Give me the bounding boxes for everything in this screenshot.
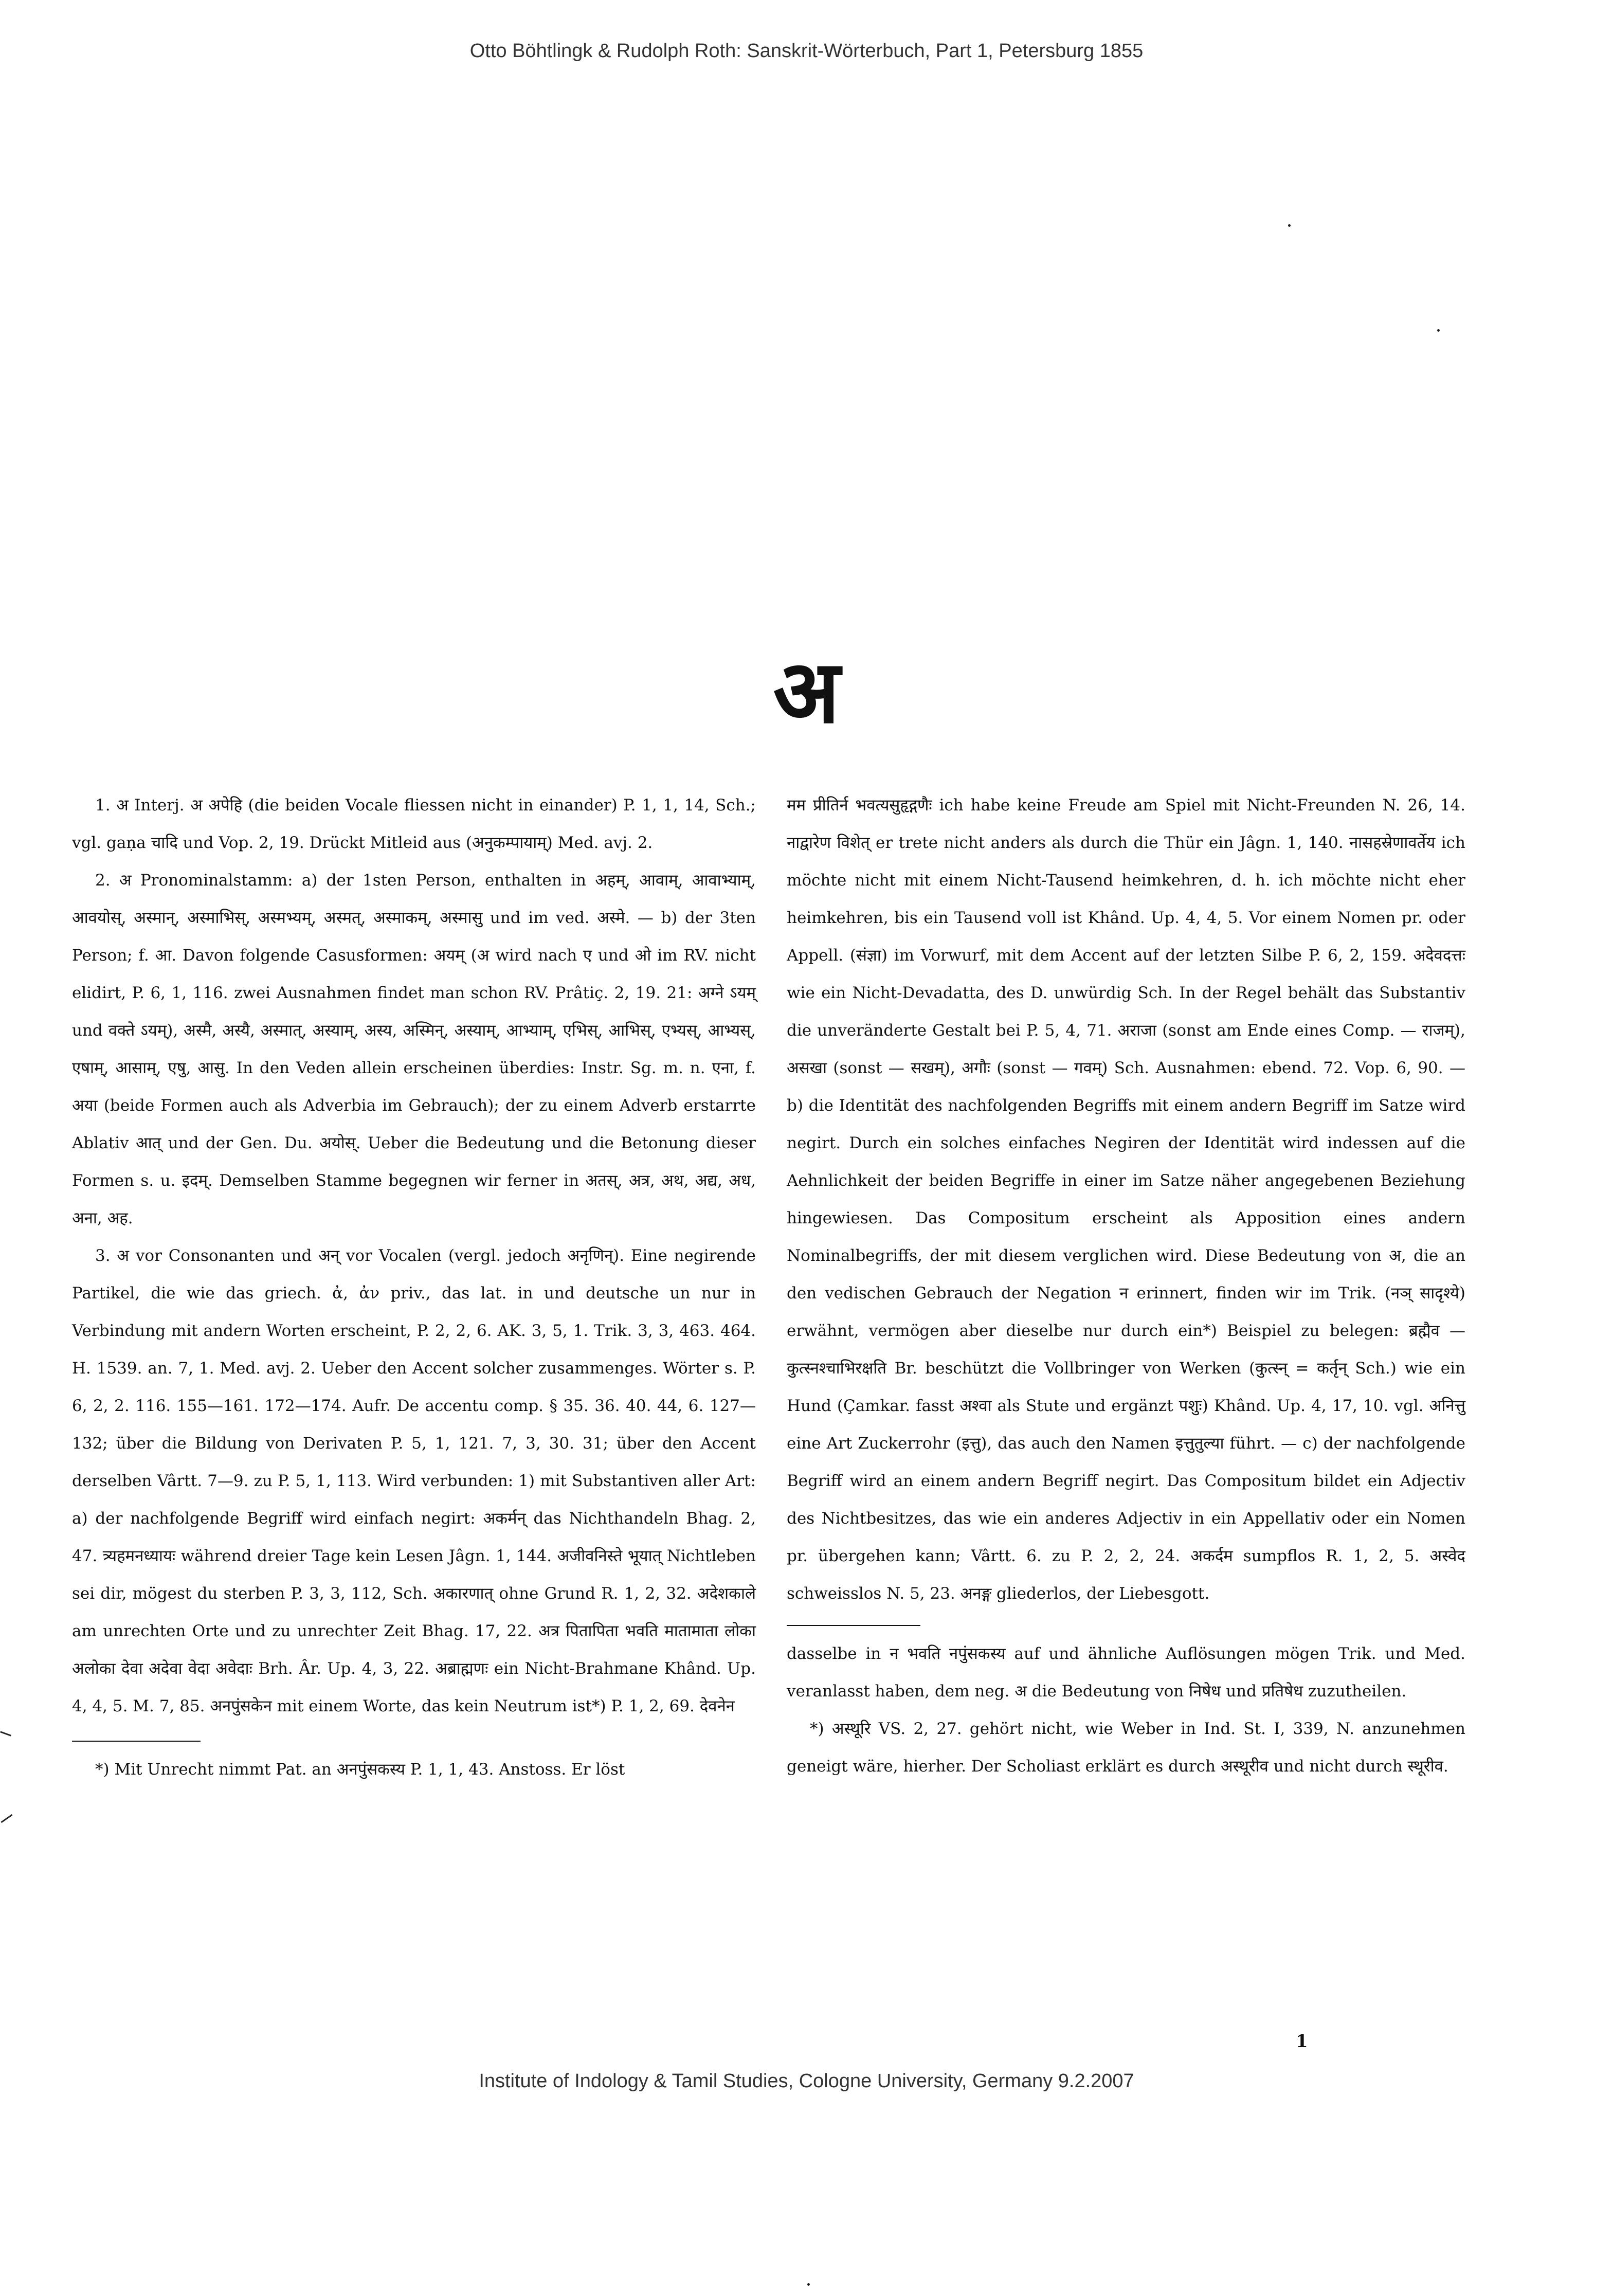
page-header: Otto Böhtlingk & Rudolph Roth: Sanskrit-Wörterbuch, Part 1, Petersburg 1855 [469,40,1144,62]
left-column [72,787,756,1788]
page-number: 1 [1296,2031,1308,2052]
entry-3: 3. अ vor Consonanten und अन् vor Vocalen (vergl. jedoch अनृणिन्). Eine negirende Partikel, die wie das griech. ἀ, ἀν priv., das lat. in und deutsche un nur in Verbindung mit andern Worten erscheint, P. 2, 2, 6. AK. 3, 5, 1. Trik. 3, 3, 463. 464. H. 1539. an. 7, 1. Med. avj. 2. Ueber den Accent solcher zusammenges. Wörter s. P. 6, 2, 2. 116. 155—161. 172—174. Aufr. De accentu comp. § 35. 36. 40. 44, 6. 127—132; über die Bildung von Derivaten P. 5, 1, 121. 7, 3, 30. 31; über den Accent derselben Vârtt. 7—9. zu P. 5, 1, 113. Wird verbunden: 1) mit Substantiven aller Art: a) der nachfolgende Begriff wird einfach negirt: अकर्मन् das Nichthandeln Bhag. 2, 47. त्र्यहमनध्यायः während dreier Tage kein Lesen Jâgn. 1, 144. अजीवनिस्ते भूयात् Nichtleben sei dir, mögest du sterben P. 3, 3, 112, Sch. अकारणात् ohne Grund R. 1, 2, 32. अदेशकाले am unrechten Orte und zu unrechter Zeit Bhag. 17, 22. अत्र पितापिता भवति मातामाता लोका अलोका देवा अदेवा वेदा अवेदाः Brh. Âr. Up. 4, 3, 22. अब्राह्मणः ein Nicht-Brahmane Khând. Up. 4, 4, 5. M. 7, 85. अनपुंसकेन mit einem Worte, das kein Neutrum ist*) P. 1, 2, 69. देवनेन [72,1246,756,1715]
entry-2: 2. अ Pronominalstamm: a) der 1sten Person, enthalten in अहम्, आवाम्, आवाभ्याम्, आवयोस्, अस्मान्, अस्माभिस्, अस्मभ्यम्, अस्मत्, अस्माकम्, अस्मासु und im ved. अस्मे. — b) der 3ten Person; f. आ. Davon folgende Casusformen: अयम् (अ wird nach ए und ओ im RV. nicht elidirt, P. 6, 1, 116. zwei Ausnahmen findet man schon RV. Prâtiç. 2, 19. 21: अग्ने ऽयम् und वक्ते ऽयम्), अस्मै, अस्यै, अस्मात्, अस्याम्, अस्य, अस्मिन्, अस्याम्, आभ्याम्, एभिस्, आभिस्, एभ्यस्, आभ्यस्, एषाम्, आसाम्, एषु, आसु. In den Veden allein erscheinen überdies: Instr. Sg. m. n. एना, f. अया (beide Formen auch als Adverbia im Gebrauch); der zu einem Adverb erstarrte Ablativ आत् und der Gen. Du. अयोस्. Ueber die Bedeutung und die Betonung dieser Formen s. u. इदम्. Demselben Stamme begegnen wir ferner in अतस्, अत्र, अथ, अद्य, अध, अना, अह. [72,871,756,1227]
entry-3-continued: मम प्रीतिर्न भवत्यसुहृद्गणैः ich habe keine Freude am Spiel mit Nicht-Freunden N. 26, 14. नाद्वारेण विशेत् er trete nicht anders als durch die Thür ein Jâgn. 1, 140. नासहस्रेणावर्तेय ich möchte nicht mit einem Nicht-Tausend heimkehren, d. h. ich möchte nicht eher heimkehren, bis ein Tausend voll ist Khând. Up. 4, 4, 5. Vor einem Nomen pr. oder Appell. (संज्ञा) im Vorwurf, mit dem Accent auf der letzten Silbe P. 6, 2, 159. अदेवदत्तः wie ein Nicht-Devadatta, des D. unwürdig Sch. In der Regel behält das Substantiv die unveränderte Gestalt bei P. 5, 4, 71. अराजा (sonst am Ende eines Comp. — राजम्), असखा (sonst — सखम्), अगौः (sonst — गवम्) Sch. Ausnahmen: ebend. 72. Vop. 6, 90. — b) die Identität des nachfolgenden Begriffs mit einem andern Begriff im Satze wird negirt. Durch ein solches einfaches Negiren der Identität wird indessen auf die Aehnlichkeit der beiden Begriffe in einer im Satze näher angegebenen Beziehung hingewiesen. Das Compositum erscheint als Apposition eines andern Nominalbegriffs, der mit diesem verglichen wird. Diese Bedeutung von अ, die an den vedischen Gebrauch der Negation न erinnert, finden wir im Trik. (नञ् सादृश्ये) erwähnt, vermögen aber dieselbe nur durch ein*) Beispiel zu belegen: ब्रह्मैव — कुत्स्नश्चाभिरक्षति Br. beschützt die Vollbringer von Werken (कुत्स्न् = कर्तृन् Sch.) wie ein Hund (Çamkar. fasst अश्वा als Stute und ergänzt पशुः) Khând. Up. 4, 17, 10. vgl. अनित्तु eine Art Zuckerrohr (इत्तु), das auch den Namen इत्तुतुल्या führt. — c) der nachfolgende Begriff wird an einem andern Begriff negirt. Das Compositum bildet ein Adjectiv des Nichtbesitzes, das wie ein anderes Adjectiv in ein Appellativ oder ein Nomen pr. übergehen kann; Vârtt. 6. zu P. 2, 2, 24. अकर्दम sumpflos R. 1, 2, 5. अस्वेद schweisslos N. 5, 23. अनङ्ग gliederlos, der Liebesgott. [787,796,1465,1603]
page-footer: Institute of Indology & Tamil Studies, Cologne University, Germany 9.2.2007 [479,2070,1134,2092]
footnote-divider [72,1741,201,1742]
scan-speck [1437,329,1440,332]
section-letter: अ [773,640,840,743]
right-column [787,787,1465,1785]
left-footnote: *) Mit Unrecht nimmt Pat. an अनपुंसकस्य P. 1, 1, 43. Anstoss. Er löst [95,1760,625,1779]
scan-speck [807,2283,810,2286]
right-footnote: *) अस्थूरि VS. 2, 27. gehört nicht, wie Weber in Ind. St. I, 339, N. anzunehmen geneigt wäre, hierher. Der Scholiast erklärt es durch अस्थूरीव und nicht durch स्थूरीव. [787,1720,1465,1776]
scan-speck [1288,224,1291,227]
footnote-continuation: dasselbe in न भवति नपुंसकस्य auf und ähnliche Auflösungen mögen Trik. und Med. veranlasst haben, dem neg. अ die Bedeutung von निषेध und प्रतिषेध zuzutheilen. [787,1644,1465,1701]
scan-edge-mark [0,1731,11,1736]
entry-1: 1. अ Interj. अ अपेहि (die beiden Vocale fliessen nicht in einander) P. 1, 1, 14, Sch.; vgl. gaṇa चादि und Vop. 2, 19. Drückt Mitleid aus (अनुकम्पायाम्) Med. avj. 2. [72,796,756,852]
footnote-divider-right [787,1625,920,1626]
scan-edge-mark [1,1814,12,1823]
